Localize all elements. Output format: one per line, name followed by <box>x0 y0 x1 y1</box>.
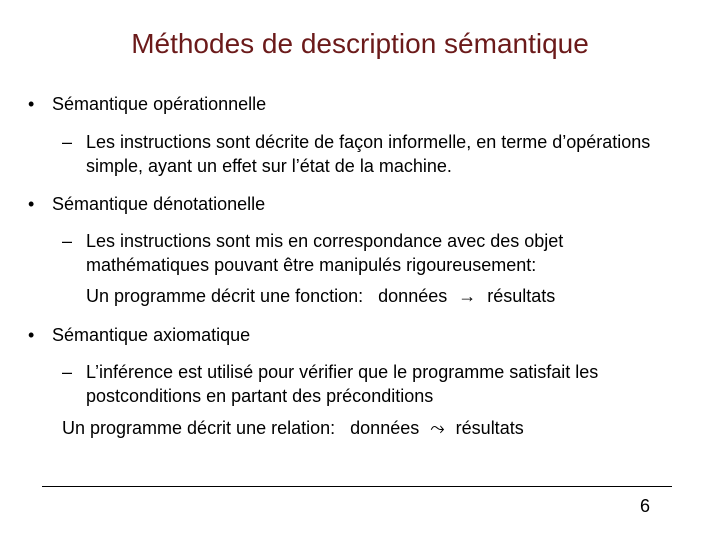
sub-text: Les instructions sont mis en correspondance avec des objet mathématiques pouvant être manipulés rigoureusement: <box>86 231 564 275</box>
bullet-label: Sémantique opérationnelle <box>52 94 267 114</box>
bullet-axiomatic <box>28 325 250 346</box>
sub-item-operational <box>62 130 686 178</box>
relation-line <box>62 418 524 439</box>
sub-text: Les instructions sont décrite de façon informelle, en terme d’opérations simple, ayant un effet sur l’état de la machine. <box>86 132 651 176</box>
wave-arrow-icon: ⤳ <box>430 418 445 438</box>
slide-title: Méthodes de description sémantique <box>131 28 589 59</box>
bullet-label: Sémantique dénotationelle <box>52 194 266 214</box>
footer-divider <box>42 486 672 487</box>
bullet-dot: • <box>28 194 35 214</box>
relation-to: résultats <box>455 418 524 438</box>
right-arrow-icon: → <box>458 286 477 306</box>
bullet-label: Sémantique axiomatique <box>52 325 251 345</box>
sub-dash: – <box>62 231 73 251</box>
sub-item-denotational <box>62 229 686 277</box>
function-line <box>86 286 555 307</box>
bullet-dot: • <box>28 325 35 345</box>
sub-dash: – <box>62 132 73 152</box>
bullet-denotational <box>28 194 265 215</box>
page-number: 6 <box>640 496 651 516</box>
relation-prefix: Un programme décrit une relation: <box>62 418 336 438</box>
relation-from: données <box>350 418 420 438</box>
sub-item-axiomatic <box>62 360 686 408</box>
sub-text: L’inférence est utilisé pour vérifier que le programme satisfait les postconditions en partant des préconditions <box>86 362 599 406</box>
function-to: résultats <box>487 286 556 306</box>
bullet-dot: • <box>28 94 35 114</box>
bullet-operational <box>28 94 266 115</box>
sub-dash: – <box>62 362 73 382</box>
function-from: données <box>378 286 448 306</box>
function-prefix: Un programme décrit une fonction: <box>86 286 364 306</box>
